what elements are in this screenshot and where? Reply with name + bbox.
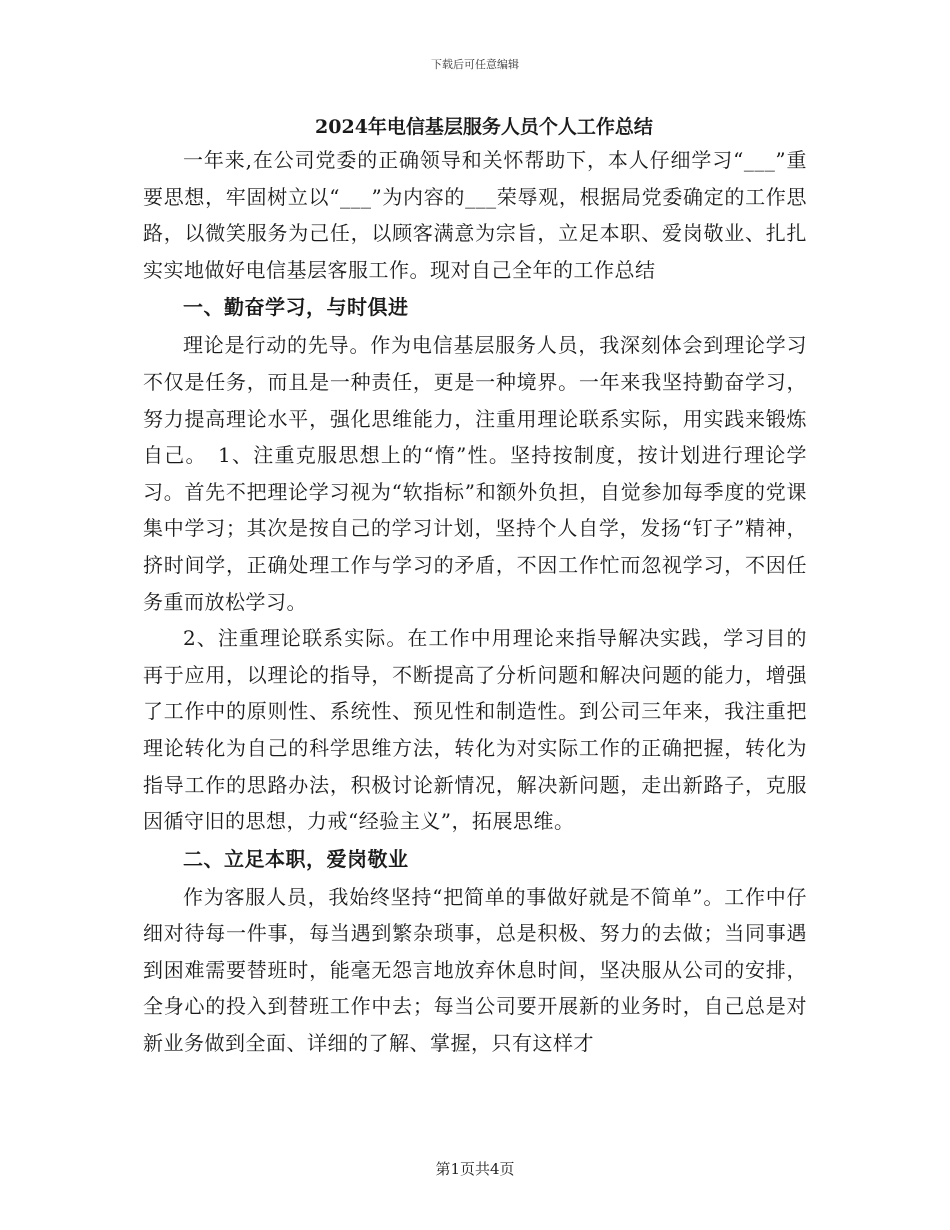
section-heading-1: 一、勤奋学习，与时俱进: [183, 295, 409, 320]
document-body: [143, 112, 807, 1062]
section-heading-2: 二、立足本职，爱岗敬业: [183, 846, 409, 871]
page-header: 下载后可任意编辑: [431, 58, 519, 71]
paragraph-service: 作为客服人员，我始终坚持“把简单的事做好就是不简单”。工作中仔细对待每一件事，每当遇到繁杂琐事，总是积极、努力的去做；当同事遇到困难需要替班时，能毫无怨言地放弃休息时间，坚决服从公司的安排，全身心的投入到替班工作中去；每当公司要开展新的业务时，自己总是对新业务做到全面、详细的了解、掌握，只有这样才: [143, 884, 807, 1056]
paragraph-study: 理论是行动的先导。作为电信基层服务人员，我深刻体会到理论学习不仅是任务，而且是一种责任，更是一种境界。一年来我坚持勤奋学习，努力提高理论水平，强化思维能力，注重用理论联系实际，用实践来锻炼自己。 1、注重克服思想上的“惰”性。坚持按制度，按计划进行理论学习。首先不把理论学习视为“软指标”和额外负担，自觉参加每季度的党课集中学习；其次是按自己的学习计划，坚持个人自学，发扬“钉子”精神，挤时间学，正确处理工作与学习的矛盾，不因工作忙而忽视学习，不因任务重而放松学习。: [143, 333, 807, 614]
paragraph-intro: 一年来,在公司党委的正确领导和关怀帮助下，本人仔细学习“___”重要思想，牢固树立以“___”为内容的___荣辱观，根据局党委确定的工作思路，以微笑服务为己任，以顾客满意为宗旨，立足本职、爱岗敬业、扎扎实实地做好电信基层客服工作。现对自己全年的工作总结: [143, 148, 807, 282]
page-footer: 第1页共4页: [435, 1160, 515, 1178]
paragraph-theory-practice: 2、注重理论联系实际。在工作中用理论来指导解决实践，学习目的再于应用，以理论的指导，不断提高了分析问题和解决问题的能力，增强了工作中的原则性、系统性、预见性和制造性。到公司三年来，我注重把理论转化为自己的科学思维方法，转化为对实际工作的正确把握，转化为指导工作的思路办法，积极讨论新情况，解决新问题，走出新路子，克服因循守旧的思想，力戒“经验主义”，拓展思维。: [143, 626, 807, 834]
document-title: 2024年电信基层服务人员个人工作总结: [315, 116, 653, 138]
